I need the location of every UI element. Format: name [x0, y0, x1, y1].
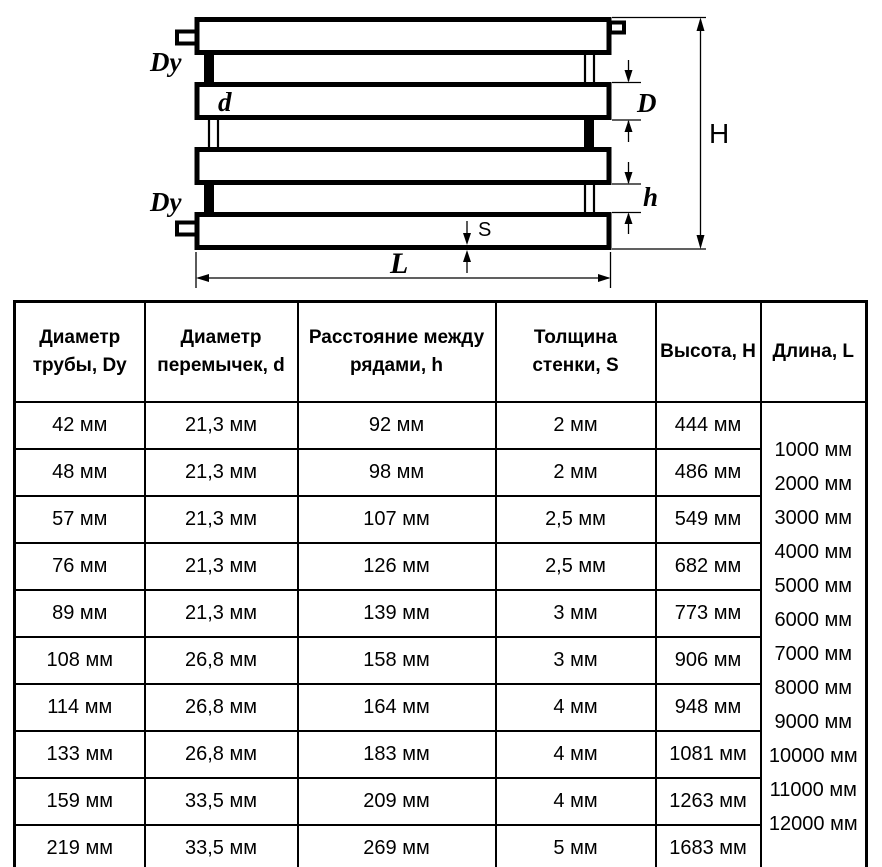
table-cell: 48 мм — [15, 449, 145, 496]
col-header-wall-thickness: Толщина стенки, S — [496, 302, 656, 403]
length-options-cell — [761, 402, 867, 867]
label-D: D — [637, 88, 657, 118]
table-row — [15, 449, 867, 496]
table-cell: 1081 мм — [656, 731, 761, 778]
table-cell: 2,5 мм — [496, 543, 656, 590]
pipe-row-1 — [197, 20, 609, 53]
table-cell: 26,8 мм — [145, 731, 298, 778]
table-cell: 4 мм — [496, 684, 656, 731]
table-cell: 107 мм — [298, 496, 496, 543]
label-H: H — [709, 118, 730, 149]
table-cell: 26,8 мм — [145, 684, 298, 731]
table-cell: 219 мм — [15, 825, 145, 867]
label-Dy-top: Dy — [150, 47, 182, 77]
label-L: L — [390, 247, 409, 280]
table-cell: 2 мм — [496, 402, 656, 449]
table-cell: 183 мм — [298, 731, 496, 778]
table-cell: 57 мм — [15, 496, 145, 543]
table-cell: 549 мм — [656, 496, 761, 543]
table-cell: 98 мм — [298, 449, 496, 496]
table-cell: 114 мм — [15, 684, 145, 731]
table-cell: 269 мм — [298, 825, 496, 867]
table-row — [15, 637, 867, 684]
table-cell: 139 мм — [298, 590, 496, 637]
length-option: 4000 мм — [774, 541, 853, 563]
table-cell: 158 мм — [298, 637, 496, 684]
dim-D-arrow-up — [625, 120, 633, 132]
table-cell: 21,3 мм — [145, 449, 298, 496]
length-option: 6000 мм — [774, 609, 853, 631]
table-cell: 89 мм — [15, 590, 145, 637]
table-cell: 164 мм — [298, 684, 496, 731]
col-header-length: Длина, L — [761, 302, 867, 403]
pipe-row-4 — [197, 215, 609, 248]
label-d: d — [218, 87, 232, 117]
length-option: 9000 мм — [774, 711, 853, 733]
table-row — [15, 496, 867, 543]
length-option: 10000 мм — [768, 745, 858, 767]
dim-H-arrow-down — [697, 235, 705, 249]
dim-h-arrow-down — [625, 172, 633, 184]
length-option: 5000 мм — [774, 575, 853, 597]
table-cell: 948 мм — [656, 684, 761, 731]
dim-D-arrow-down — [625, 70, 633, 83]
header-row — [15, 302, 867, 403]
label-h: h — [643, 182, 659, 212]
col-header-height: Высота, H — [656, 302, 761, 403]
table-cell: 3 мм — [496, 637, 656, 684]
table-cell: 76 мм — [15, 543, 145, 590]
table-cell: 42 мм — [15, 402, 145, 449]
table-cell: 33,5 мм — [145, 778, 298, 825]
table-cell: 21,3 мм — [145, 402, 298, 449]
table-cell: 26,8 мм — [145, 637, 298, 684]
table-row — [15, 731, 867, 778]
dim-H-arrow-up — [697, 18, 705, 32]
table-cell: 21,3 мм — [145, 590, 298, 637]
pipe-row-3 — [197, 150, 609, 183]
table-cell: 108 мм — [15, 637, 145, 684]
table-row — [15, 778, 867, 825]
col-header-pipe-diameter: Диаметр трубы, Dy — [15, 302, 145, 403]
table-cell: 906 мм — [656, 637, 761, 684]
table-cell: 126 мм — [298, 543, 496, 590]
table-row — [15, 590, 867, 637]
length-option: 3000 мм — [774, 507, 853, 529]
col-header-row-spacing: Расстояние между рядами, h — [298, 302, 496, 403]
length-option: 11000 мм — [769, 779, 857, 801]
table-row — [15, 543, 867, 590]
spec-table — [13, 300, 868, 867]
table-row — [15, 825, 867, 867]
outlet-stub-top-right — [610, 23, 624, 33]
table-cell: 1263 мм — [656, 778, 761, 825]
table-cell: 2 мм — [496, 449, 656, 496]
table-cell: 4 мм — [496, 731, 656, 778]
table-cell: 444 мм — [656, 402, 761, 449]
length-option: 12000 мм — [768, 813, 858, 835]
dim-L-arrow-right — [598, 274, 611, 282]
dim-h-arrow-up — [625, 213, 633, 225]
table-cell: 4 мм — [496, 778, 656, 825]
col-header-jumper-diameter: Диаметр перемычек, d — [145, 302, 298, 403]
table-cell: 5 мм — [496, 825, 656, 867]
table-cell: 33,5 мм — [145, 825, 298, 867]
table-row — [15, 684, 867, 731]
table-cell: 209 мм — [298, 778, 496, 825]
length-option: 2000 мм — [774, 473, 853, 495]
table-cell: 21,3 мм — [145, 543, 298, 590]
table-cell: 159 мм — [15, 778, 145, 825]
table-cell: 21,3 мм — [145, 496, 298, 543]
table-cell: 92 мм — [298, 402, 496, 449]
pipe-row-2 — [197, 85, 609, 118]
table-cell: 682 мм — [656, 543, 761, 590]
dim-S-arrow-up — [463, 250, 471, 262]
length-option: 1000 мм — [774, 439, 853, 461]
dim-H — [612, 18, 706, 250]
label-Dy-bottom: Dy — [150, 187, 182, 217]
table-cell: 133 мм — [15, 731, 145, 778]
table-cell: 486 мм — [656, 449, 761, 496]
length-option: 7000 мм — [774, 643, 853, 665]
length-option: 8000 мм — [774, 677, 853, 699]
table-cell: 2,5 мм — [496, 496, 656, 543]
table-cell: 1683 мм — [656, 825, 761, 867]
table-cell: 773 мм — [656, 590, 761, 637]
label-S: S — [478, 219, 492, 241]
dim-L-arrow-left — [196, 274, 209, 282]
register-drawing — [0, 0, 882, 296]
table-cell: 3 мм — [496, 590, 656, 637]
table-row — [15, 402, 867, 449]
